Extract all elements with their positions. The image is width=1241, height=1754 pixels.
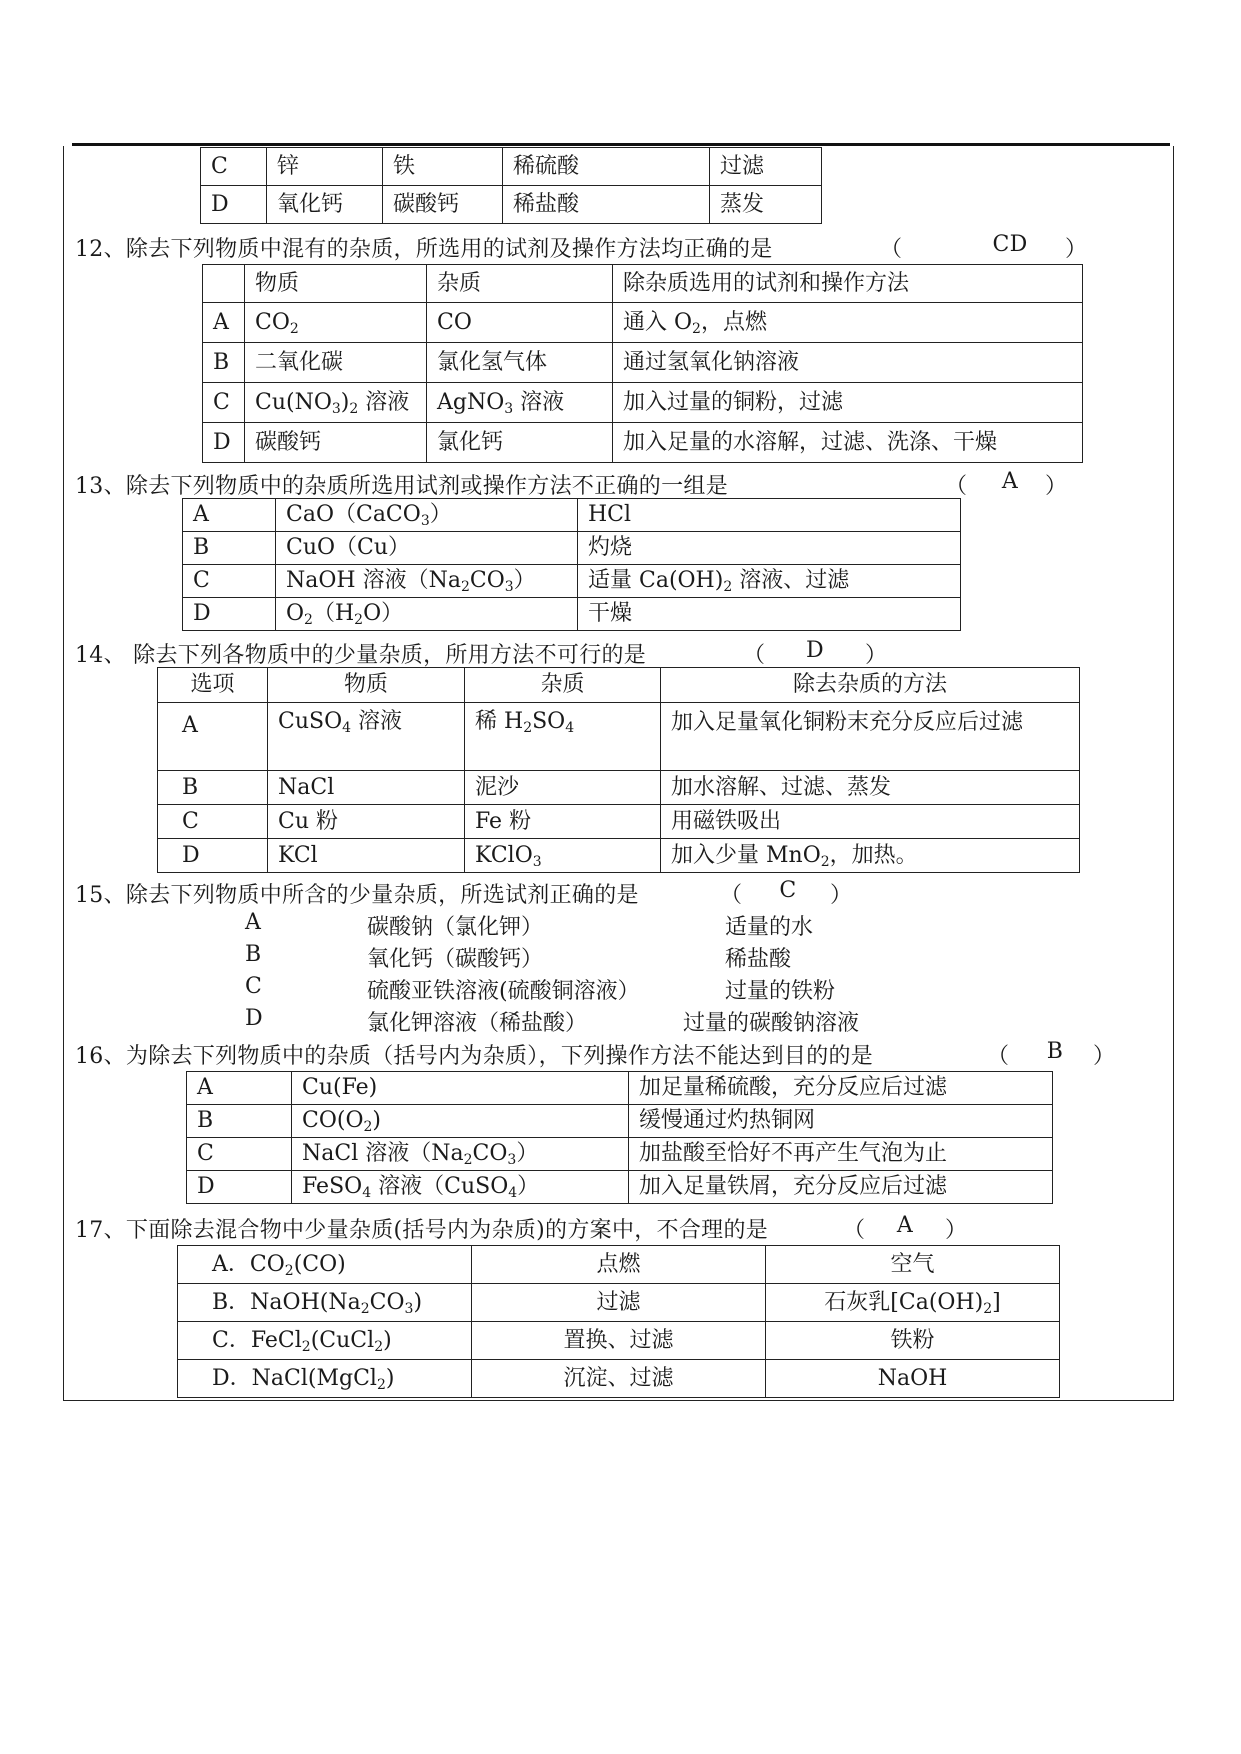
substance-tail: 溶液 bbox=[351, 709, 403, 734]
option-letter: A bbox=[245, 910, 261, 935]
column-header: 物质 bbox=[245, 265, 427, 303]
subscript: 2 bbox=[723, 579, 733, 596]
substance-cell bbox=[292, 1105, 629, 1138]
substance-cell bbox=[276, 565, 578, 598]
subscript: 2 bbox=[463, 1152, 473, 1169]
option-letter: D bbox=[183, 598, 276, 631]
column-header: 除去杂质的方法 bbox=[661, 668, 1080, 703]
answer-paren-close: ） bbox=[1093, 1044, 1116, 1069]
substance: NaCl bbox=[268, 771, 465, 805]
substance-mid: 溶液（CuSO bbox=[371, 1174, 509, 1200]
substance: A．CO bbox=[212, 1251, 285, 1277]
substance-cell bbox=[245, 303, 427, 343]
impurity-tail: 溶液 bbox=[513, 389, 565, 415]
substance: 二氧化碳 bbox=[245, 343, 427, 383]
method: 加入少量 MnO bbox=[671, 842, 821, 868]
table-cell: 锌 bbox=[267, 148, 383, 186]
method: 干燥 bbox=[578, 598, 961, 631]
substance-mid: （H bbox=[312, 601, 355, 627]
reagent: 石灰乳[Ca(OH) bbox=[824, 1289, 984, 1315]
subscript: 2 bbox=[460, 579, 470, 596]
reagent: NaOH bbox=[766, 1360, 1060, 1398]
q13-stem bbox=[75, 469, 1075, 500]
question-text: 17、下面除去混合物中少量杂质(括号内为杂质)的方案中，不合理的是 bbox=[75, 1218, 769, 1243]
table-header-row bbox=[203, 265, 1083, 303]
method: 点燃 bbox=[472, 1246, 766, 1284]
method-cell bbox=[661, 839, 1080, 873]
table-row bbox=[183, 565, 961, 598]
substance: Cu(Fe) bbox=[292, 1072, 629, 1105]
impurity: 氯化钙 bbox=[427, 423, 613, 463]
table-row bbox=[178, 1246, 1060, 1284]
q14-stem bbox=[75, 638, 1075, 669]
impurity: Fe 粉 bbox=[465, 805, 661, 839]
subscript: 4 bbox=[362, 1185, 372, 1202]
substance: O bbox=[286, 601, 305, 627]
answer-paren-open: （ bbox=[880, 237, 903, 262]
subscript: 4 bbox=[508, 1185, 518, 1202]
question-text: 14、 除去下列各物质中的少量杂质，所用方法不可行的是 bbox=[75, 643, 647, 668]
answer: A bbox=[1001, 469, 1019, 494]
table-row bbox=[203, 303, 1083, 343]
substance-mid: CO bbox=[472, 1141, 508, 1167]
option-letter: D bbox=[187, 1171, 292, 1204]
subscript: 2 bbox=[304, 612, 313, 629]
substance-tail: O） bbox=[363, 601, 404, 627]
answer-paren-open: （ bbox=[720, 883, 743, 908]
q12-stem bbox=[75, 232, 1088, 263]
table-header-row bbox=[158, 668, 1080, 703]
q13-table bbox=[182, 498, 961, 631]
option-letter: A bbox=[158, 703, 268, 771]
method: 加入足量的水溶解，过滤、洗涤、干燥 bbox=[613, 423, 1083, 463]
q11-table bbox=[200, 147, 822, 224]
subscript: 2 bbox=[284, 1262, 294, 1279]
substance: CO bbox=[255, 309, 290, 335]
method-cell bbox=[578, 565, 961, 598]
table-cell: 过滤 bbox=[710, 148, 822, 186]
impurity: 稀 H bbox=[475, 709, 524, 734]
substance-cell bbox=[292, 1138, 629, 1171]
subscript: 3 bbox=[420, 513, 430, 530]
option-letter: C bbox=[187, 1138, 292, 1171]
option-substance: 氯化钾溶液（稀盐酸） bbox=[367, 1011, 588, 1036]
table-row bbox=[187, 1072, 1053, 1105]
table-row bbox=[158, 805, 1080, 839]
subscript: 2 bbox=[354, 612, 364, 629]
subscript: 3 bbox=[504, 579, 514, 596]
method: 用磁铁吸出 bbox=[661, 805, 1080, 839]
subscript: 2 bbox=[363, 1119, 373, 1136]
substance: FeSO bbox=[302, 1174, 363, 1200]
question-text: 15、除去下列物质中所含的少量杂质，所选试剂正确的是 bbox=[75, 883, 639, 908]
table-row bbox=[158, 771, 1080, 805]
substance-tail: ) bbox=[413, 1289, 423, 1315]
method: 通过氢氧化钠溶液 bbox=[613, 343, 1083, 383]
substance: B．NaOH(Na bbox=[212, 1289, 361, 1315]
option-letter: D bbox=[201, 186, 267, 224]
subscript: 3 bbox=[404, 1300, 414, 1317]
option-reagent: 过量的碳酸钠溶液 bbox=[683, 1011, 860, 1036]
option-letter: B bbox=[183, 532, 276, 565]
method: 置换、过滤 bbox=[472, 1322, 766, 1360]
option-reagent: 适量的水 bbox=[725, 915, 814, 940]
impurity: CO bbox=[427, 303, 613, 343]
method-tail: 溶液、过滤 bbox=[732, 568, 850, 594]
method-cell bbox=[613, 303, 1083, 343]
method: 缓慢通过灼热铜网 bbox=[629, 1105, 1053, 1138]
table-row bbox=[203, 343, 1083, 383]
table-row bbox=[187, 1138, 1053, 1171]
method: 加盐酸至恰好不再产生气泡为止 bbox=[629, 1138, 1053, 1171]
option-substance: 硫酸亚铁溶液(硫酸铜溶液） bbox=[367, 979, 640, 1004]
answer: B bbox=[1046, 1039, 1064, 1064]
table-row bbox=[187, 1105, 1053, 1138]
q16-table bbox=[186, 1071, 1053, 1204]
subscript: 4 bbox=[342, 720, 352, 736]
method: 加足量稀硫酸，充分反应后过滤 bbox=[629, 1072, 1053, 1105]
impurity-mid: SO bbox=[532, 709, 566, 734]
option-letter: B bbox=[245, 942, 262, 967]
option-reagent: 稀盐酸 bbox=[725, 947, 792, 972]
substance: CO(O bbox=[302, 1108, 364, 1134]
table-row bbox=[203, 383, 1083, 423]
q17-stem bbox=[75, 1213, 1075, 1244]
substance-cell bbox=[245, 383, 427, 423]
substance: Cu 粉 bbox=[268, 805, 465, 839]
answer-paren-open: （ bbox=[945, 474, 968, 499]
subscript: 4 bbox=[565, 720, 575, 736]
table-cell: 氧化钙 bbox=[267, 186, 383, 224]
q14-table bbox=[157, 667, 1080, 873]
option-letter: C bbox=[183, 565, 276, 598]
method: 适量 Ca(OH) bbox=[588, 568, 724, 594]
option-letter: D bbox=[158, 839, 268, 873]
option-letter: B bbox=[158, 771, 268, 805]
subscript: 2 bbox=[820, 853, 830, 870]
q15-stem bbox=[75, 878, 1075, 909]
option-substance: 碳酸钠（氯化钾） bbox=[367, 915, 544, 940]
table-row bbox=[178, 1322, 1060, 1360]
table-row bbox=[201, 186, 822, 224]
subscript: 2 bbox=[349, 400, 359, 417]
subscript: 2 bbox=[983, 1300, 993, 1317]
answer-paren-open: （ bbox=[743, 643, 766, 668]
table-cell: 蒸发 bbox=[710, 186, 822, 224]
reagent: 铁粉 bbox=[766, 1322, 1060, 1360]
substance-cell bbox=[178, 1360, 472, 1398]
substance-mid: CO bbox=[469, 568, 505, 594]
method: HCl bbox=[578, 499, 961, 532]
column-header: 杂质 bbox=[427, 265, 613, 303]
impurity-cell bbox=[427, 383, 613, 423]
substance: C．FeCl bbox=[212, 1327, 302, 1353]
table-row bbox=[187, 1171, 1053, 1204]
table-row bbox=[203, 423, 1083, 463]
answer-paren-close: ） bbox=[1045, 474, 1068, 499]
substance-tail: ) bbox=[383, 1327, 392, 1353]
table-row bbox=[178, 1360, 1060, 1398]
answer-paren-close: ） bbox=[945, 1218, 968, 1243]
impurity-cell bbox=[465, 703, 661, 771]
column-header: 选项 bbox=[158, 668, 268, 703]
method: 加入足量氧化铜粉末充分反应后过滤 bbox=[661, 703, 1080, 771]
table-cell: 稀硫酸 bbox=[503, 148, 710, 186]
table-row bbox=[183, 532, 961, 565]
impurity-cell bbox=[465, 839, 661, 873]
impurity: KClO bbox=[475, 842, 533, 868]
substance-tail: ） bbox=[429, 502, 452, 528]
column-header: 杂质 bbox=[465, 668, 661, 703]
substance-cell bbox=[178, 1322, 472, 1360]
substance-cell bbox=[276, 499, 578, 532]
reagent-tail: ] bbox=[992, 1289, 1001, 1315]
option-letter: D bbox=[245, 1006, 263, 1031]
option-letter: C bbox=[201, 148, 267, 186]
option-letter: D bbox=[203, 423, 245, 463]
substance: Cu(NO bbox=[255, 389, 332, 415]
question-text: 13、除去下列物质中的杂质所选用试剂或操作方法不正确的一组是 bbox=[75, 474, 728, 499]
substance: NaOH 溶液（Na bbox=[286, 568, 461, 594]
subscript: 3 bbox=[331, 400, 341, 417]
subscript: 3 bbox=[504, 400, 514, 417]
impurity: 泥沙 bbox=[465, 771, 661, 805]
substance-cell bbox=[178, 1284, 472, 1322]
table-row bbox=[178, 1284, 1060, 1322]
answer: D bbox=[806, 638, 824, 663]
subscript: 2 bbox=[360, 1300, 370, 1317]
q12-table bbox=[202, 264, 1083, 463]
subscript: 3 bbox=[507, 1152, 517, 1169]
impurity: AgNO bbox=[437, 389, 505, 415]
substance-tail: ） bbox=[517, 1174, 540, 1200]
q16-stem bbox=[75, 1039, 1135, 1070]
substance: CuO（Cu） bbox=[276, 532, 578, 565]
answer: C bbox=[779, 878, 797, 903]
column-header: 除杂质选用的试剂和操作方法 bbox=[613, 265, 1083, 303]
option-letter: B bbox=[187, 1105, 292, 1138]
table-row bbox=[201, 148, 822, 186]
option-letter: C bbox=[203, 383, 245, 423]
reagent: 空气 bbox=[766, 1246, 1060, 1284]
answer-paren-open: （ bbox=[987, 1044, 1010, 1069]
substance-mid: (CuCl bbox=[310, 1327, 375, 1353]
option-reagent: 过量的铁粉 bbox=[725, 979, 836, 1004]
substance-cell bbox=[276, 598, 578, 631]
method: 加水溶解、过滤、蒸发 bbox=[661, 771, 1080, 805]
table-row bbox=[158, 839, 1080, 873]
option-letter: A bbox=[203, 303, 245, 343]
substance-tail: ） bbox=[513, 568, 536, 594]
subscript: 2 bbox=[374, 1338, 384, 1355]
option-letter: B bbox=[203, 343, 245, 383]
option-letter: C bbox=[245, 974, 262, 999]
impurity: 氯化氢气体 bbox=[427, 343, 613, 383]
column-header: 物质 bbox=[268, 668, 465, 703]
q17-table bbox=[177, 1245, 1060, 1398]
subscript: 3 bbox=[532, 853, 542, 870]
answer: A bbox=[896, 1213, 914, 1238]
table-row bbox=[183, 499, 961, 532]
substance: KCl bbox=[268, 839, 465, 873]
answer: CD bbox=[992, 232, 1028, 257]
table-row bbox=[158, 703, 1080, 771]
table-row bbox=[183, 598, 961, 631]
substance-cell bbox=[268, 703, 465, 771]
substance: CuSO bbox=[278, 709, 343, 734]
substance-mid: CO bbox=[369, 1289, 405, 1315]
method: 通入 O bbox=[623, 309, 693, 335]
substance-tail: (CO) bbox=[293, 1251, 346, 1277]
option-letter: C bbox=[158, 805, 268, 839]
subscript: 2 bbox=[301, 1338, 311, 1355]
subscript: 2 bbox=[289, 320, 299, 337]
substance-cell bbox=[178, 1246, 472, 1284]
answer-paren-open: （ bbox=[843, 1218, 866, 1243]
answer-paren-close: ） bbox=[865, 643, 888, 668]
table-cell: 碳酸钙 bbox=[383, 186, 503, 224]
substance: D．NaCl(MgCl bbox=[212, 1365, 377, 1391]
method: 加入足量铁屑，充分反应后过滤 bbox=[629, 1171, 1053, 1204]
substance-tail: ） bbox=[516, 1141, 539, 1167]
substance-tail: 溶液 bbox=[358, 389, 410, 415]
substance: NaCl 溶液（Na bbox=[302, 1141, 464, 1167]
answer-paren-close: ） bbox=[830, 883, 853, 908]
question-text: 16、为除去下列物质中的杂质（括号内为杂质），下列操作方法不能达到目的的是 bbox=[75, 1044, 874, 1069]
reagent-cell bbox=[766, 1284, 1060, 1322]
table-cell: 铁 bbox=[383, 148, 503, 186]
substance-tail: ) bbox=[372, 1108, 382, 1134]
method-tail: ，加热。 bbox=[829, 842, 918, 868]
subscript: 2 bbox=[376, 1376, 386, 1393]
answer-paren-close: ） bbox=[1065, 237, 1088, 262]
option-substance: 氧化钙（碳酸钙） bbox=[367, 947, 544, 972]
option-letter: A bbox=[187, 1072, 292, 1105]
question-text: 12、除去下列物质中混有的杂质，所选用的试剂及操作方法均正确的是 bbox=[75, 237, 773, 262]
substance-tail: ) bbox=[340, 389, 350, 415]
option-letter: A bbox=[183, 499, 276, 532]
method: 灼烧 bbox=[578, 532, 961, 565]
substance-tail: ) bbox=[385, 1365, 395, 1391]
subscript: 2 bbox=[523, 720, 533, 736]
method: 加入过量的铜粉，过滤 bbox=[613, 383, 1083, 423]
substance: CaO（CaCO bbox=[286, 502, 421, 528]
method: 过滤 bbox=[472, 1284, 766, 1322]
method: 沉淀、过滤 bbox=[472, 1360, 766, 1398]
table-cell: 稀盐酸 bbox=[503, 186, 710, 224]
method-tail: ，点燃 bbox=[700, 309, 767, 335]
substance-cell bbox=[292, 1171, 629, 1204]
table-cell bbox=[203, 265, 245, 303]
subscript: 2 bbox=[692, 320, 701, 337]
substance: 碳酸钙 bbox=[245, 423, 427, 463]
